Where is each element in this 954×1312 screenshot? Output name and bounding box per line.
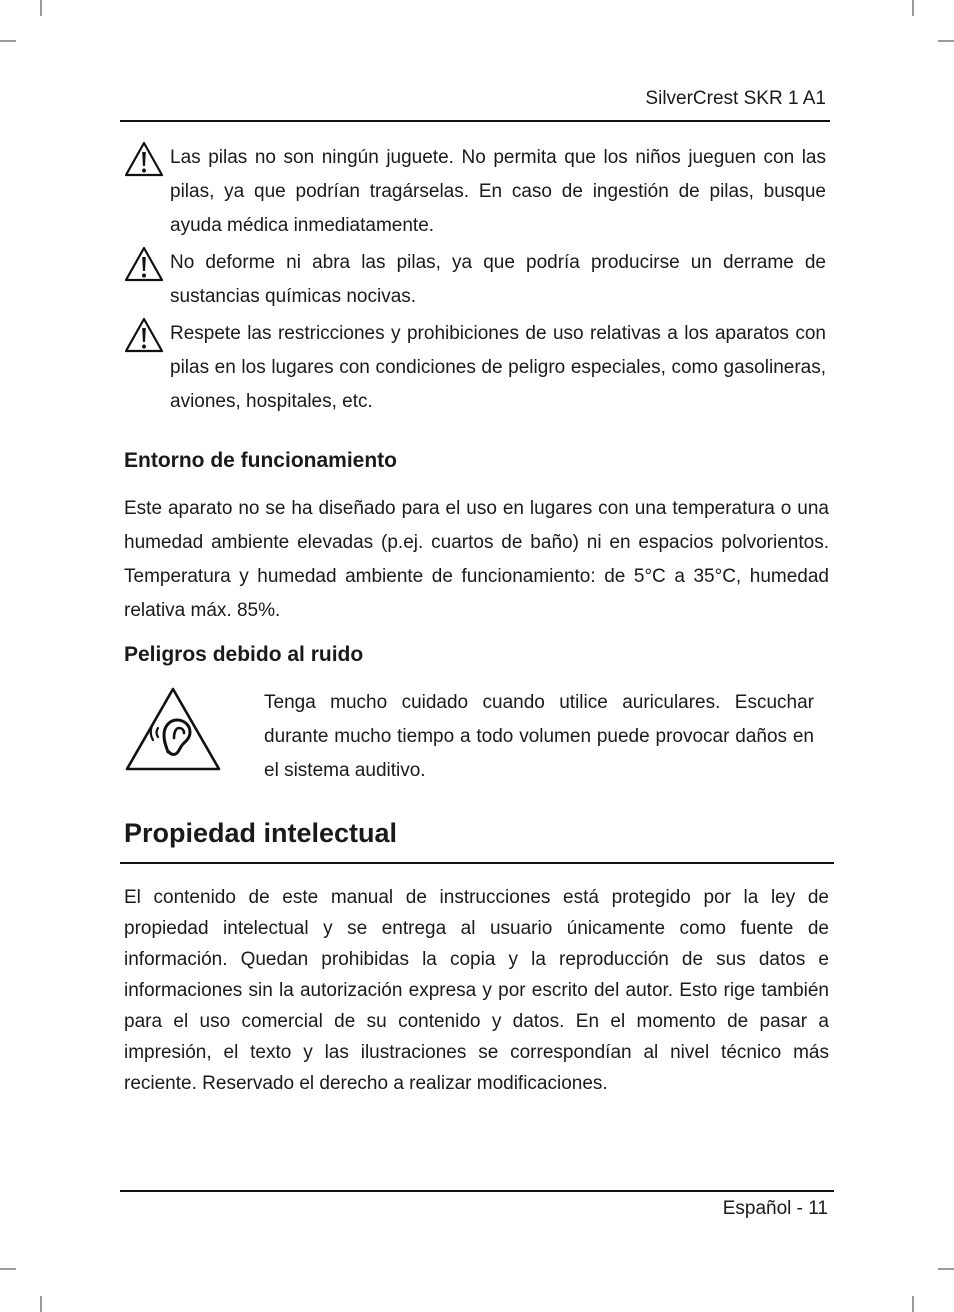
section-heading-ip: Propiedad intelectual	[124, 818, 398, 848]
warning-item	[124, 246, 826, 314]
warning-text: Las pilas no son ningún juguete. No permita que los niños jueguen con las pilas, ya que podrían tragárselas. En caso de ingestión de pilas, busque ayuda médica inmediatamente.	[170, 147, 826, 236]
crop-mark	[40, 0, 42, 16]
header-rule	[120, 120, 830, 122]
page-number: Español - 11	[722, 1198, 828, 1219]
warning-item	[124, 317, 826, 419]
warning-text: Respete las restricciones y prohibiciones de uso relativas a los aparatos con pilas en los lugares con condiciones de peligro especiales, como gasolineras, aviones, hospitales, etc.	[170, 323, 826, 412]
warning-triangle-icon	[124, 317, 164, 353]
operating-paragraph: Este aparato no se ha diseñado para el uso en lugares con una temperatura o una humedad ambiente elevadas (p.ej. cuartos de baño) ni en espacios polvorientos. Temperatura y humedad ambiente de funcionamiento: de 5°C a 35°C, humedad relativa máx. 85%.	[124, 498, 829, 621]
ip-paragraph: El contenido de este manual de instrucciones está protegido por la ley de propiedad intelectual y se entrega al usuario únicamente como fuente de información. Quedan prohibidas la copia y la reproducción de sus datos e informaciones sin la autorización expresa y por escrito del autor. Esto rige también para el uso comercial de su contenido y datos. En el momento de pasar a impresión, el texto y las ilustraciones se correspondían al nivel técnico más reciente. Reservado el derecho a realizar modificaciones.	[124, 887, 829, 1094]
crop-mark	[40, 1296, 42, 1312]
section-heading-operating: Entorno de funcionamiento	[124, 449, 397, 472]
section-heading-noise: Peligros debido al ruido	[124, 643, 364, 666]
crop-mark	[938, 40, 954, 42]
warning-triangle-icon	[124, 141, 164, 177]
crop-mark	[938, 1268, 954, 1270]
running-header: SilverCrest SKR 1 A1	[645, 88, 826, 109]
footer-rule	[120, 1190, 834, 1192]
crop-mark	[912, 0, 914, 16]
section-rule	[120, 862, 834, 864]
warning-text: No deforme ni abra las pilas, ya que podría producirse un derrame de sustancias químicas nocivas.	[170, 252, 826, 307]
crop-mark	[0, 1268, 16, 1270]
warning-item	[124, 141, 826, 243]
hearing-warning-icon	[124, 686, 222, 772]
crop-mark	[0, 40, 16, 42]
crop-mark	[912, 1296, 914, 1312]
warning-triangle-icon	[124, 246, 164, 282]
noise-paragraph: Tenga mucho cuidado cuando utilice auriculares. Escuchar durante mucho tiempo a todo volumen puede provocar daños en el sistema auditivo.	[264, 692, 814, 781]
